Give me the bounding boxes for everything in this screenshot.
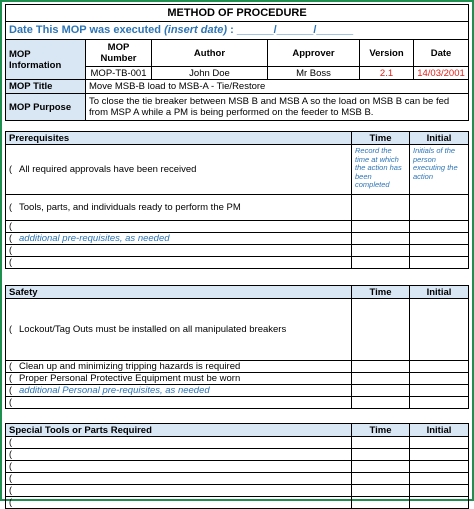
- time-cell[interactable]: [352, 497, 410, 509]
- special-tools-row[interactable]: [6, 485, 352, 497]
- special-tools-time-header: Time: [352, 424, 410, 437]
- safety-row[interactable]: [6, 299, 352, 361]
- time-cell[interactable]: [352, 485, 410, 497]
- approver-value[interactable]: Mr Boss: [268, 67, 360, 80]
- version-value[interactable]: 2.1: [360, 67, 414, 80]
- approver-header: Approver: [268, 40, 360, 67]
- special-tools-table: [5, 423, 469, 509]
- checkbox-icon[interactable]: (: [9, 449, 12, 459]
- checkbox-icon[interactable]: (: [9, 497, 12, 507]
- safety-row[interactable]: [6, 397, 352, 409]
- initial-cell[interactable]: [410, 497, 469, 509]
- document-title: METHOD OF PROCEDURE: [6, 5, 469, 22]
- special-tools-row[interactable]: [6, 497, 352, 509]
- mop-purpose-label: MOP Purpose: [6, 94, 86, 121]
- initial-cell[interactable]: [410, 397, 469, 409]
- date-blank[interactable]: ______/______/______: [236, 24, 354, 36]
- time-cell[interactable]: [352, 437, 410, 449]
- prerequisite-text: Tools, parts, and individuals ready to perform the PM: [19, 202, 241, 213]
- checkbox-icon[interactable]: (: [9, 437, 12, 447]
- checkbox-icon[interactable]: (: [9, 221, 12, 231]
- prerequisite-text: additional pre-requisites, as needed: [19, 233, 170, 244]
- checkbox-icon[interactable]: (: [9, 485, 12, 495]
- time-cell[interactable]: [352, 449, 410, 461]
- time-cell[interactable]: [352, 245, 410, 257]
- initial-cell[interactable]: [410, 233, 469, 245]
- safety-table: [5, 285, 469, 409]
- initial-cell[interactable]: [410, 257, 469, 269]
- checkbox-icon[interactable]: (: [9, 245, 12, 255]
- time-cell[interactable]: [352, 397, 410, 409]
- time-cell[interactable]: [352, 461, 410, 473]
- initial-cell[interactable]: [410, 385, 469, 397]
- prerequisites-time-header: Time: [352, 132, 410, 145]
- checkbox-icon[interactable]: (: [9, 361, 12, 371]
- prerequisites-header: Prerequisites: [6, 132, 352, 145]
- date-label: Date This MOP was executed: [9, 24, 162, 36]
- time-cell[interactable]: [352, 257, 410, 269]
- special-tools-row[interactable]: [6, 473, 352, 485]
- checkbox-icon[interactable]: (: [9, 373, 12, 383]
- safety-text: Clean up and minimizing tripping hazards is required: [19, 361, 241, 372]
- prerequisite-text: All required approvals have been received: [19, 164, 197, 175]
- safety-row[interactable]: [6, 373, 352, 385]
- safety-time-header: Time: [352, 286, 410, 299]
- time-cell[interactable]: [352, 385, 410, 397]
- execution-date-line[interactable]: [6, 22, 469, 40]
- checkbox-icon[interactable]: (: [9, 324, 12, 334]
- initial-cell[interactable]: [410, 461, 469, 473]
- safety-header: Safety: [6, 286, 352, 299]
- initial-note: Initials of the person executing the action: [410, 145, 469, 195]
- time-cell[interactable]: [352, 473, 410, 485]
- date-sep: :: [230, 24, 234, 36]
- prerequisite-row[interactable]: [6, 245, 352, 257]
- time-cell[interactable]: [352, 299, 410, 361]
- initial-cell[interactable]: [410, 437, 469, 449]
- checkbox-icon[interactable]: (: [9, 461, 12, 471]
- special-tools-row[interactable]: [6, 449, 352, 461]
- safety-text: Lockout/Tag Outs must be installed on all manipulated breakers: [19, 324, 287, 335]
- mop-number-header: MOP Number: [86, 40, 152, 67]
- author-header: Author: [152, 40, 268, 67]
- mop-title-value[interactable]: Move MSB-B load to MSB-A - Tie/Restore: [86, 80, 469, 94]
- special-tools-row[interactable]: [6, 437, 352, 449]
- checkbox-icon[interactable]: (: [9, 385, 12, 395]
- checkbox-icon[interactable]: (: [9, 257, 12, 267]
- special-tools-initial-header: Initial: [410, 424, 469, 437]
- mop-purpose-value[interactable]: To close the tie breaker between MSB B and MSB A so the load on MSB B can be fed from MSP A while a PM is being performed on the feeder to MSB B.: [86, 94, 469, 121]
- prerequisite-row[interactable]: [6, 221, 352, 233]
- prerequisite-row[interactable]: [6, 145, 352, 195]
- checkbox-icon[interactable]: (: [9, 473, 12, 483]
- special-tools-row[interactable]: [6, 461, 352, 473]
- initial-cell[interactable]: [410, 449, 469, 461]
- initial-cell[interactable]: [410, 221, 469, 233]
- checkbox-icon[interactable]: (: [9, 397, 12, 407]
- time-cell[interactable]: [352, 195, 410, 221]
- special-tools-header: Special Tools or Parts Required: [6, 424, 352, 437]
- prerequisite-row[interactable]: [6, 195, 352, 221]
- prerequisites-initial-header: Initial: [410, 132, 469, 145]
- initial-cell[interactable]: [410, 373, 469, 385]
- time-note: Record the time at which the action has been completed: [352, 145, 410, 195]
- initial-cell[interactable]: [410, 245, 469, 257]
- checkbox-icon[interactable]: (: [9, 233, 12, 243]
- date-header: Date: [414, 40, 469, 67]
- time-cell[interactable]: [352, 233, 410, 245]
- time-cell[interactable]: [352, 361, 410, 373]
- date-value[interactable]: 14/03/2001: [414, 67, 469, 80]
- header-table: [5, 4, 469, 121]
- version-header: Version: [360, 40, 414, 67]
- initial-cell[interactable]: [410, 195, 469, 221]
- time-cell[interactable]: [352, 221, 410, 233]
- checkbox-icon[interactable]: (: [9, 202, 12, 212]
- safety-row[interactable]: [6, 361, 352, 373]
- prerequisite-row[interactable]: [6, 257, 352, 269]
- date-hint: (insert date): [164, 24, 228, 36]
- safety-initial-header: Initial: [410, 286, 469, 299]
- initial-cell[interactable]: [410, 473, 469, 485]
- initial-cell[interactable]: [410, 485, 469, 497]
- mop-number-value[interactable]: MOP-TB-001: [86, 67, 152, 80]
- safety-text: Proper Personal Protective Equipment must be worn: [19, 373, 241, 384]
- author-value[interactable]: John Doe: [152, 67, 268, 80]
- mop-information-label: MOP Information: [6, 40, 86, 80]
- prerequisites-table: [5, 131, 469, 269]
- mop-form: [5, 4, 468, 509]
- time-cell[interactable]: [352, 373, 410, 385]
- checkbox-icon[interactable]: (: [9, 164, 12, 174]
- initial-cell[interactable]: [410, 361, 469, 373]
- prerequisite-row[interactable]: [6, 233, 352, 245]
- mop-title-label: MOP Title: [6, 80, 86, 94]
- safety-text: additional Personal pre-requisites, as needed: [19, 385, 210, 396]
- initial-cell[interactable]: [410, 299, 469, 361]
- safety-row[interactable]: [6, 385, 352, 397]
